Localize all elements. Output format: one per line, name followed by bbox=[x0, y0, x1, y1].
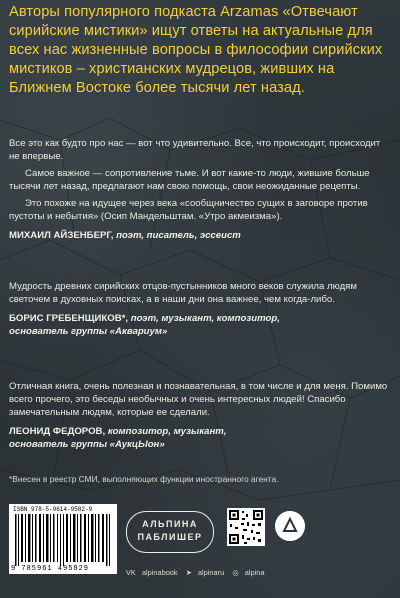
review-paragraph: Самое важное — сопротивление тьме. И вот какие-то люди, жившие больше тысячи лет назад, предлагают нам свою помощь, свои неожиданные рецепты. bbox=[9, 168, 370, 192]
author-role: поэт, музыкант, композитор, bbox=[130, 313, 280, 324]
social-handle-vk[interactable]: alpinabook bbox=[141, 568, 178, 577]
telegram-icon: ➤ bbox=[185, 568, 192, 577]
publisher-badge-icon bbox=[275, 511, 305, 541]
social-handle-tg[interactable]: alpinaru bbox=[197, 568, 225, 577]
review-fedorov bbox=[9, 380, 391, 451]
other-social-icon: ◎ bbox=[232, 568, 239, 577]
isbn-barcode bbox=[9, 504, 117, 574]
review-aizenberg bbox=[9, 137, 391, 242]
review-author bbox=[9, 229, 391, 242]
qr-code-icon bbox=[227, 508, 265, 546]
vk-icon: VK bbox=[126, 568, 136, 577]
barcode-digits: 9 785961 495829 bbox=[11, 565, 90, 573]
author-name: МИХАИЛ АЙЗЕНБЕРГ, bbox=[9, 230, 114, 241]
review-paragraph: Отличная книга, очень полезная и познавательная, в том числе и для меня. Помимо всего прочего, это беседы необычных и очень интересных людей! Спасибо замечательным людям, которые ее сделали. bbox=[9, 381, 388, 418]
social-links bbox=[126, 568, 396, 577]
author-role: композитор, музыкант, bbox=[107, 426, 227, 437]
social-handle-other[interactable]: alpina bbox=[244, 568, 265, 577]
review-paragraph: Это похоже на идущее через века «сообщничество сущих в заговоре против пустоты и небытия» (Осип Мандельштам. «Утро акмеизма»). bbox=[9, 198, 368, 222]
footnote: *Внесен в реестр СМИ, выполняющих функции иностранного агента. bbox=[9, 474, 279, 484]
lead-description: Авторы популярного подкаста Arzamas «Отвечают сирийские мистики» ищут ответы на актуальные для всех нас жизненные вопросы в философии сирийских мистиков – христианских мудрецов, живших на Ближнем Востоке более тысячи лет назад. bbox=[9, 4, 383, 96]
author-name: БОРИС ГРЕБЕНЩИКОВ*, bbox=[9, 313, 129, 324]
author-role: основатель группы «АукцЫон» bbox=[9, 439, 165, 450]
barcode-icon bbox=[9, 504, 117, 574]
review-author bbox=[9, 312, 391, 338]
author-role: поэт, писатель, эссеист bbox=[116, 230, 241, 241]
review-author bbox=[9, 425, 391, 451]
publisher-logo bbox=[126, 511, 214, 553]
review-paragraph: Мудрость древних сирийских отцов-пустынников много веков служила людям светочем в духовных поисках, а в наши дни она важнее, чем когда-либо. bbox=[9, 281, 357, 305]
publisher-logo-line: ПАБЛИШЕР bbox=[137, 532, 203, 542]
author-name: ЛЕОНИД ФЕДОРОВ, bbox=[9, 426, 106, 437]
author-role: основатель группы «Аквариум» bbox=[9, 326, 168, 337]
isbn-label: ISBN 978-5-9614-9582-9 bbox=[13, 506, 93, 513]
review-paragraph: Все это как будто про нас — вот что удивительно. Все, что происходит, происходит не впервые. bbox=[9, 138, 381, 162]
review-grebenshchikov bbox=[9, 280, 391, 338]
publisher-logo-line: АЛЬПИНА bbox=[142, 519, 198, 529]
